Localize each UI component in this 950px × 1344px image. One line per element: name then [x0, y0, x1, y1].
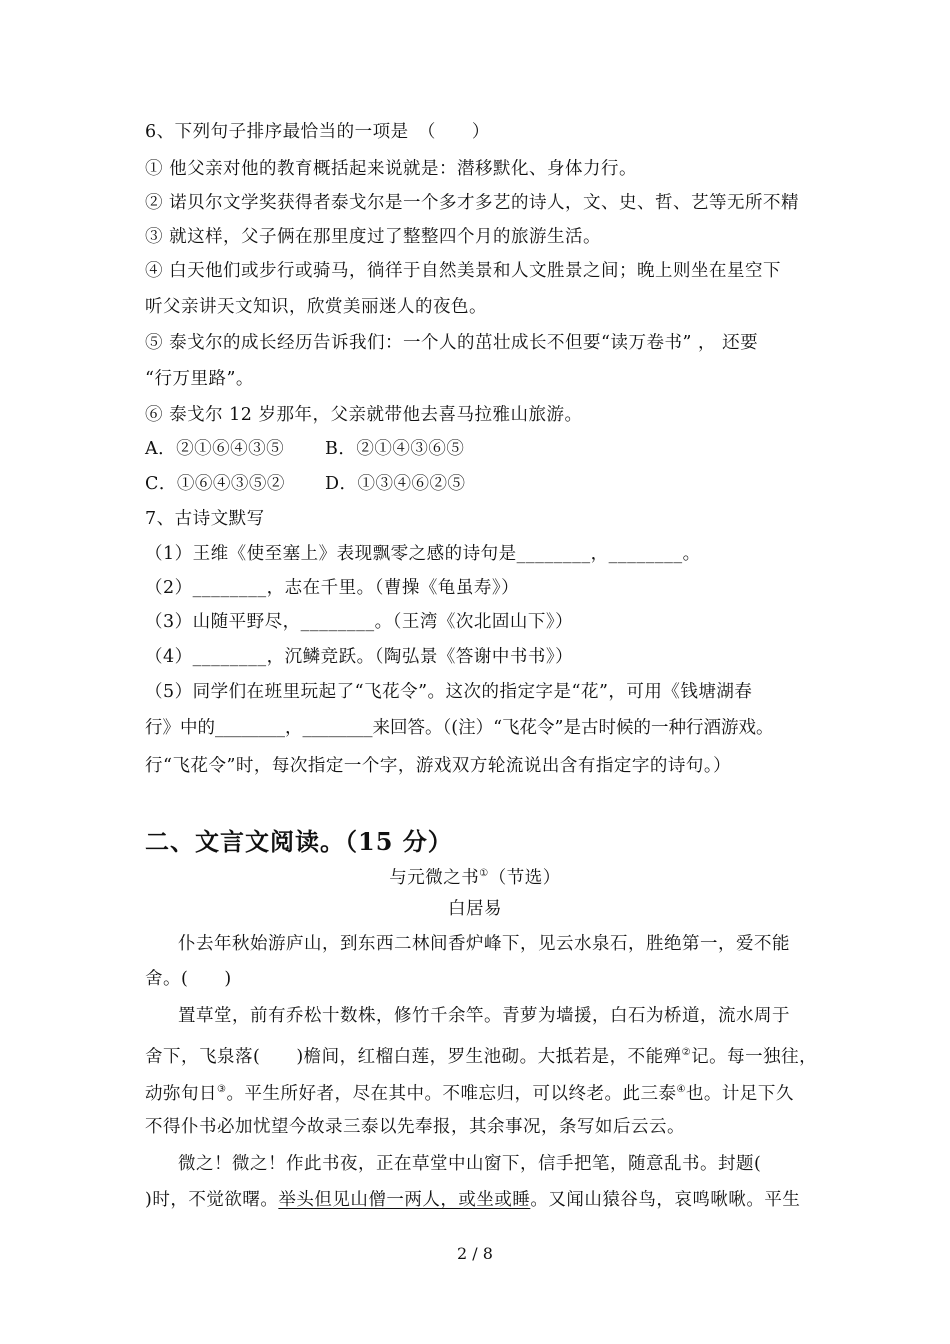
option-d: D．①③④⑥②⑤ — [325, 474, 466, 494]
question-6-title: 6、下列句子排序最恰当的一项是 （ ） — [145, 122, 490, 142]
paragraph-2-line-3-text-a: 动弥旬日 — [145, 1083, 217, 1104]
sentence-5-line-1: ⑤ 泰戈尔的成长经历告诉我们：一个人的茁壮成长不但要“读万卷书” ， 还要 — [145, 333, 759, 353]
footnote-marker: ① — [479, 868, 489, 879]
question-7-item-5-line-2: 行》中的________，________来回答。（(注）“飞花令”是古时候的一种行酒游戏。 — [145, 718, 774, 738]
paragraph-2-line-3-text-c: 也。计足下久 — [685, 1083, 794, 1104]
sentence-5-line-2: “行万里路”。 — [145, 369, 254, 389]
question-7-item-4: （4）________，沉鳞竞跃。（陶弘景《答谢中书书》） — [145, 647, 574, 667]
passage-title-text: 与元微之书 — [389, 867, 480, 888]
paragraph-2-line-2 — [145, 1041, 817, 1069]
paragraph-3-line-2-text-a: )时，不觉欲曙。 — [145, 1190, 279, 1210]
sentence-3: ③ 就这样，父子俩在那里度过了整整四个月的旅游生活。 — [145, 227, 602, 247]
paragraph-3-line-1: 微之！微之！作此书夜，正在草堂中山窗下，信手把笔，随意乱书。封题( — [178, 1154, 762, 1174]
paragraph-1-line-2: 舍。( ) — [145, 969, 232, 989]
passage-author: 白居易 — [448, 899, 502, 919]
paragraph-2-line-4: 不得仆书必加忧望今故录三泰以先奉报，其余事况，条写如后云云。 — [145, 1117, 685, 1137]
footnote-marker: ④ — [676, 1084, 686, 1095]
footnote-marker: ③ — [217, 1084, 227, 1095]
sentence-4-line-1: ④ 白天他们或步行或骑马，徜徉于自然美景和人文胜景之间；晚上则坐在星空下 — [145, 261, 782, 281]
paragraph-2-line-3-text-b: 。平生所好者，尽在其中。不唯忘归，可以终老。此三泰 — [226, 1083, 677, 1104]
paragraph-2-line-1: 置草堂，前有乔松十数株，修竹千余竿。青萝为墙援，白石为桥道，流水周于 — [178, 1006, 790, 1026]
paragraph-3-line-2-text-b: 。又闻山猿谷鸟，哀鸣啾啾。平生 — [530, 1190, 801, 1210]
sentence-1: ① 他父亲对他的教育概括起来说就是：潜移默化、身体力行。 — [145, 159, 638, 179]
paragraph-3-line-2 — [145, 1188, 800, 1212]
question-7-item-5-line-3: 行“飞花令”时，每次指定一个字，游戏双方轮流说出含有指定字的诗句。） — [145, 756, 732, 776]
question-7-item-3: （3）山随平野尽，________。（王湾《次北固山下》） — [145, 612, 574, 632]
passage-title-suffix: （节选） — [488, 867, 561, 888]
paragraph-2-line-2-text-a: 舍下，飞泉落( )檐间，红榴白莲，罗生池砌。大抵若是，不能殚 — [145, 1046, 682, 1067]
sentence-2: ② 诺贝尔文学奖获得者泰戈尔是一个多才多艺的诗人，文、史、哲、艺等无所不精 — [145, 193, 800, 213]
sentence-6: ⑥ 泰戈尔 12 岁那年，父亲就带他去喜马拉雅山旅游。 — [145, 405, 583, 425]
question-7-item-5-line-1: （5）同学们在班里玩起了“飞花令”。这次的指定字是“花”，可用《钱塘湖春 — [145, 682, 753, 702]
section-heading: 二、文言文阅读。（15 分） — [145, 827, 453, 856]
question-7-title: 7、古诗文默写 — [145, 509, 265, 529]
paragraph-1-line-1: 仆去年秋始游庐山，到东西二林间香炉峰下，见云水泉石，胜绝第一，爱不能 — [178, 934, 790, 954]
option-b: B．②①④③⑥⑤ — [325, 439, 465, 459]
paragraph-2-line-2-text-b: 记。每一独往， — [691, 1046, 818, 1067]
question-7-item-2: （2）________，志在千里。（曹操《龟虽寿》） — [145, 578, 520, 598]
paragraph-2-line-3 — [145, 1078, 794, 1106]
passage-title — [0, 862, 950, 890]
page-number: 2 / 8 — [457, 1244, 493, 1263]
question-7-item-1: （1）王维《使至塞上》表现飘零之感的诗句是________，________。 — [145, 544, 701, 564]
sentence-4-line-2: 听父亲讲天文知识，欣赏美丽迷人的夜色。 — [145, 297, 487, 317]
option-c: C．①⑥④③⑤② — [145, 474, 285, 494]
option-a: A．②①⑥④③⑤ — [145, 439, 285, 459]
underlined-sentence: 举头但见山僧一两人，或坐或睡 — [278, 1190, 531, 1210]
footnote-marker: ② — [681, 1047, 692, 1058]
